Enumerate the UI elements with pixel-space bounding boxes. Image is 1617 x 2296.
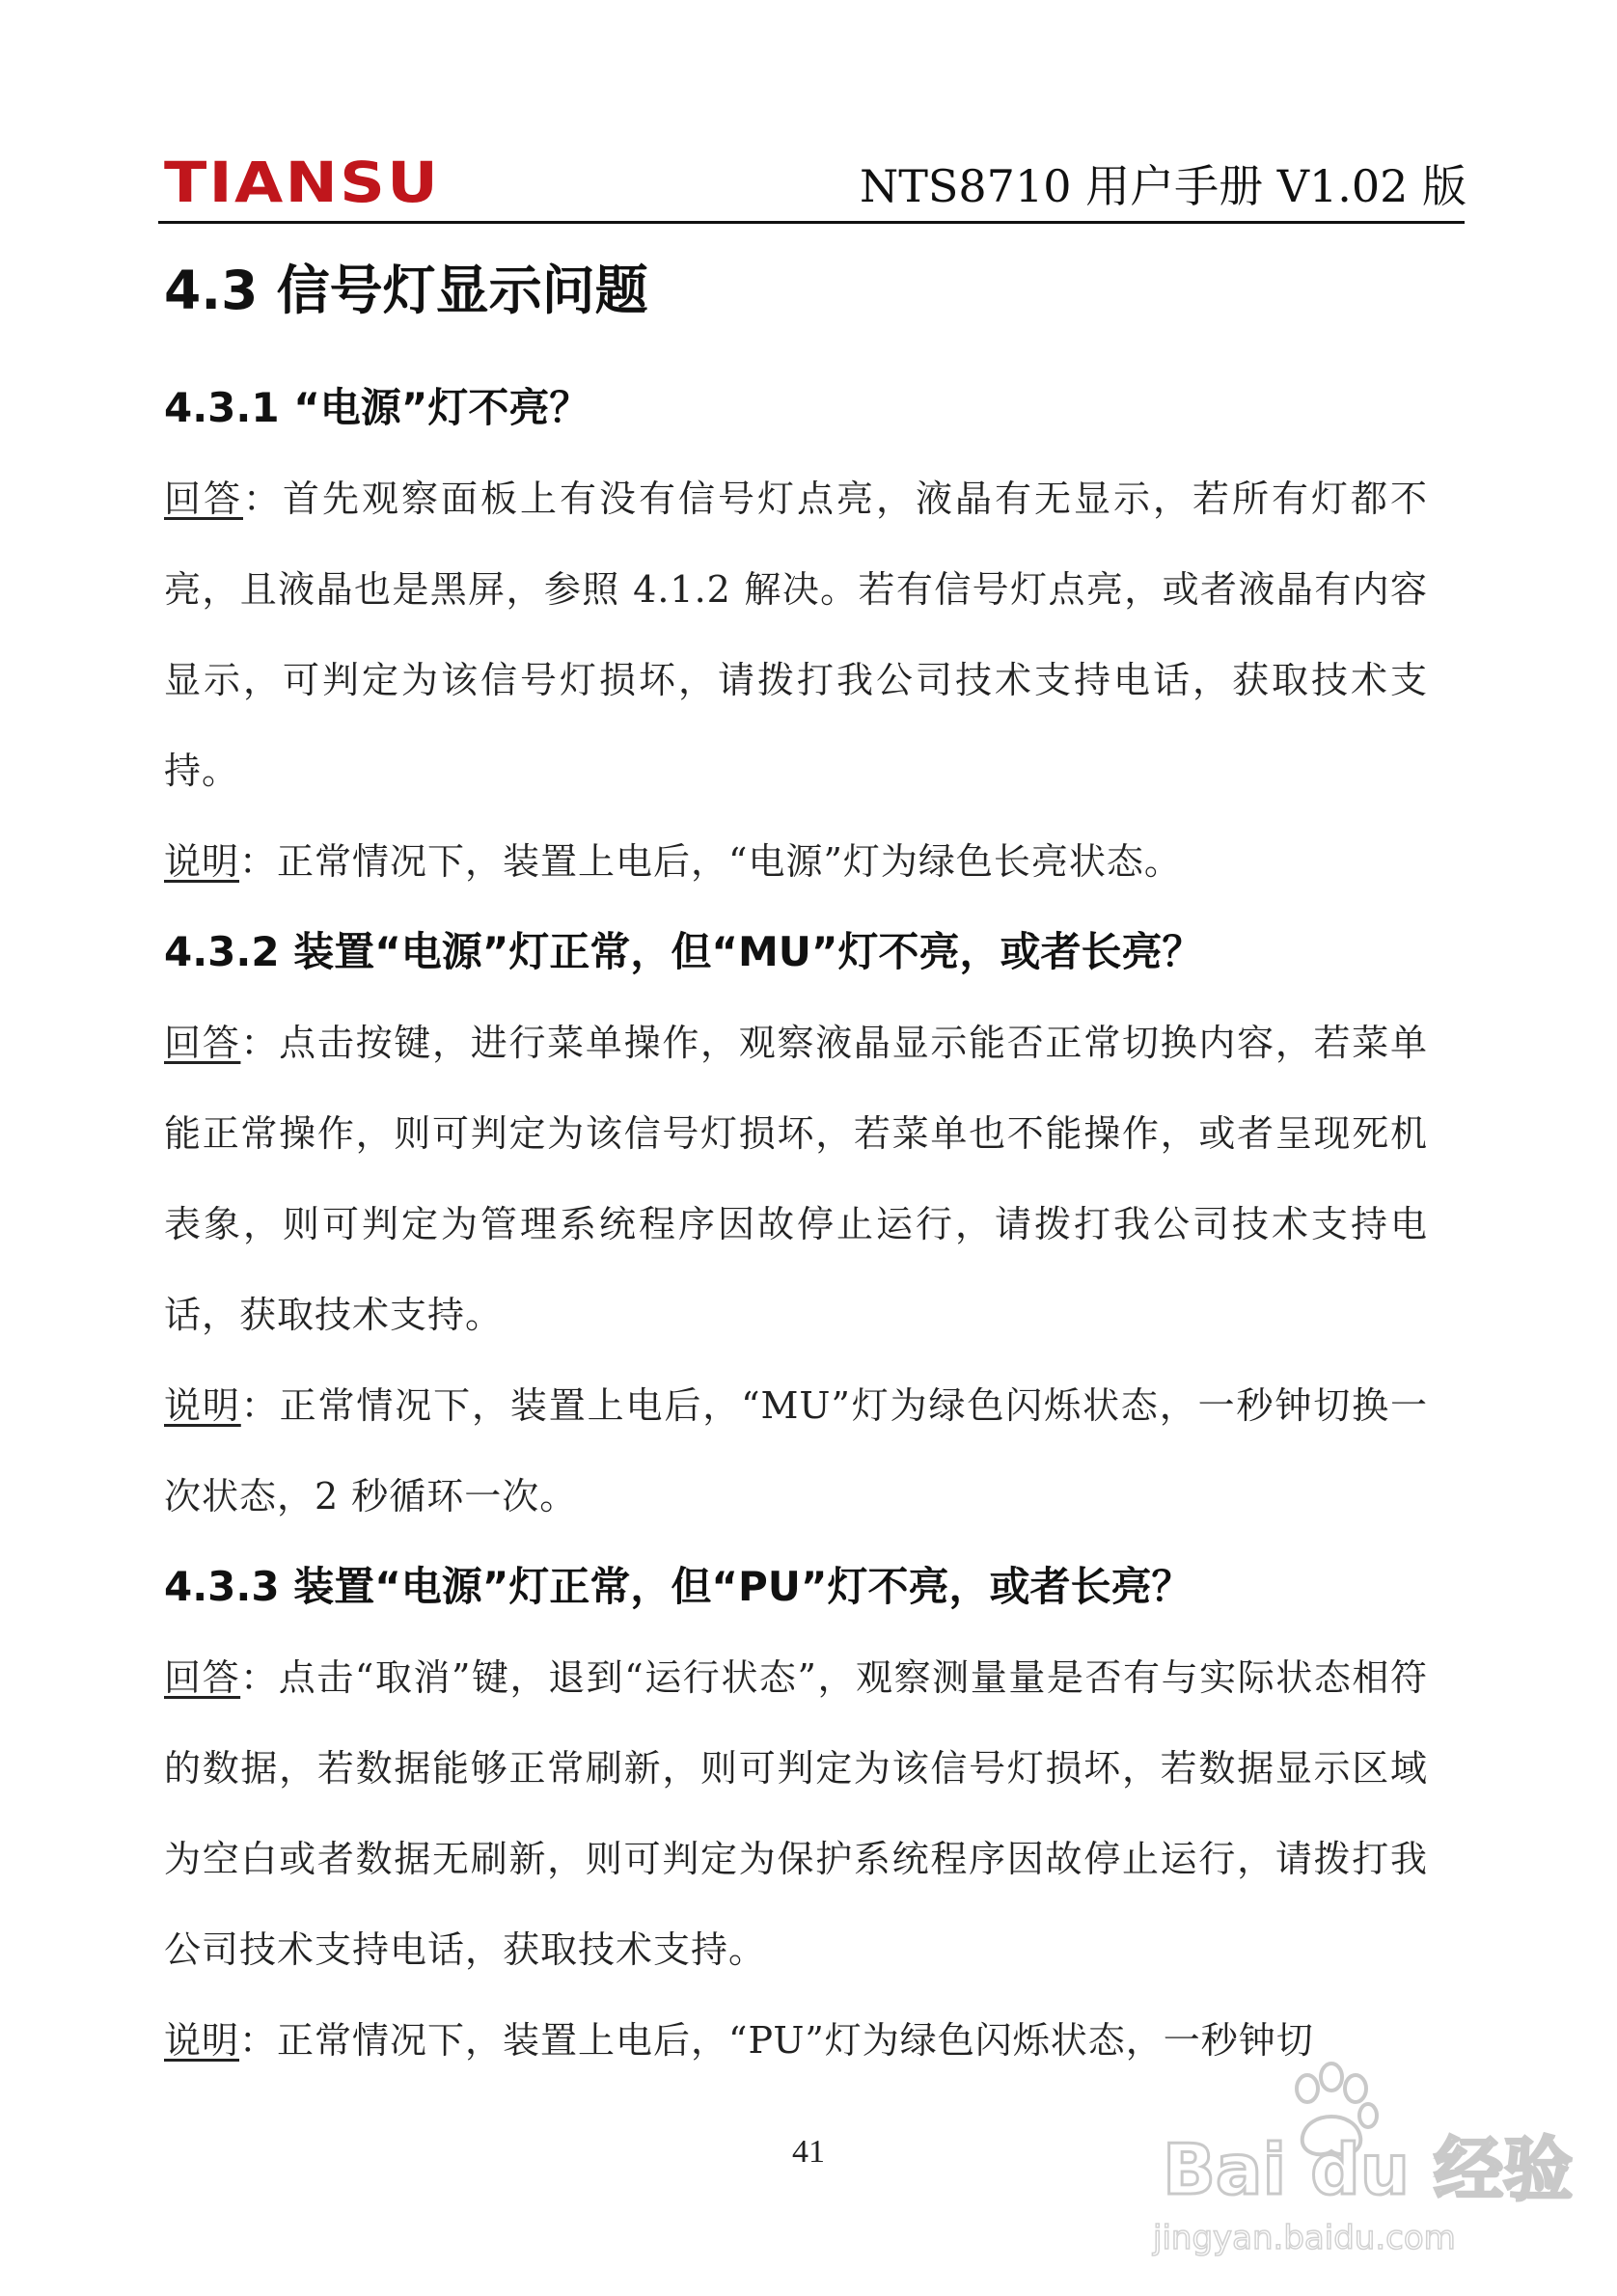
document-header-title: NTS8710 用户手册 V1.02 版 — [859, 160, 1466, 212]
note-label: 说明 — [164, 2019, 240, 2062]
answer-paragraph — [164, 1632, 1428, 1995]
baidu-jingyan-watermark — [1134, 2060, 1574, 2257]
answer-label: 回答 — [164, 1656, 241, 1699]
header-divider — [158, 221, 1465, 224]
subsection-title-4-3-3: 4.3.3 装置“电源”灯正常，但“PU”灯不亮，或者长亮？ — [164, 1563, 1192, 1610]
note-text: ：正常情况下，装置上电后，“PU”灯为绿色闪烁状态，一秒钟切 — [239, 2019, 1314, 2062]
answer-label: 回答 — [164, 478, 243, 520]
page-content — [164, 253, 1428, 2086]
subsection-title-4-3-1: 4.3.1 “电源”灯不亮？ — [164, 384, 590, 431]
watermark-url: jingyan.baidu.com — [1153, 2219, 1456, 2257]
company-logo: TIANSU — [164, 150, 441, 215]
note-text: ：正常情况下，装置上电后，“电源”灯为绿色长亮状态。 — [239, 840, 1182, 883]
section-spacer — [164, 328, 1428, 363]
section-title: 4.3 信号灯显示问题 — [164, 260, 648, 321]
subsection-title-4-3-2: 4.3.2 装置“电源”灯正常，但“MU”灯不亮，或者长亮？ — [164, 928, 1203, 975]
note-text: ：正常情况下，装置上电后，“MU”灯为绿色闪烁状态，一秒钟切换一次状态，2 秒循环一次。 — [164, 1384, 1428, 1517]
watermark-text: Bai du 经验 — [1163, 2129, 1574, 2210]
answer-paragraph — [164, 998, 1428, 1360]
answer-label: 回答 — [164, 1022, 241, 1064]
answer-text: ：点击按键，进行菜单操作，观察液晶显示能否正常切换内容，若菜单能正常操作，则可判定为该信号灯损坏，若菜单也不能操作，或者呈现死机表象，则可判定为管理系统程序因故停止运行，请拨打我公司技术支持电话，获取技术支持。 — [164, 1022, 1428, 1336]
note-paragraph — [164, 1360, 1428, 1542]
page-number: 41 — [792, 2134, 825, 2170]
note-paragraph — [164, 816, 1428, 907]
answer-text: ：首先观察面板上有没有信号灯点亮，液晶有无显示，若所有灯都不亮，且液晶也是黑屏，参照 4.1.2 解决。若有信号灯点亮，或者液晶有内容显示，可判定为该信号灯损坏，请拨打我公司技术支持电话，获取技术支持。 — [164, 478, 1428, 792]
answer-text: ：点击“取消”键，退到“运行状态”，观察测量量是否有与实际状态相符的数据，若数据能够正常刷新，则可判定为该信号灯损坏，若数据显示区域为空白或者数据无刷新，则可判定为保护系统程序因故停止运行，请拨打我公司技术支持电话，获取技术支持。 — [164, 1656, 1428, 1971]
note-label: 说明 — [164, 1384, 241, 1427]
answer-paragraph — [164, 453, 1428, 816]
note-label: 说明 — [164, 840, 240, 883]
